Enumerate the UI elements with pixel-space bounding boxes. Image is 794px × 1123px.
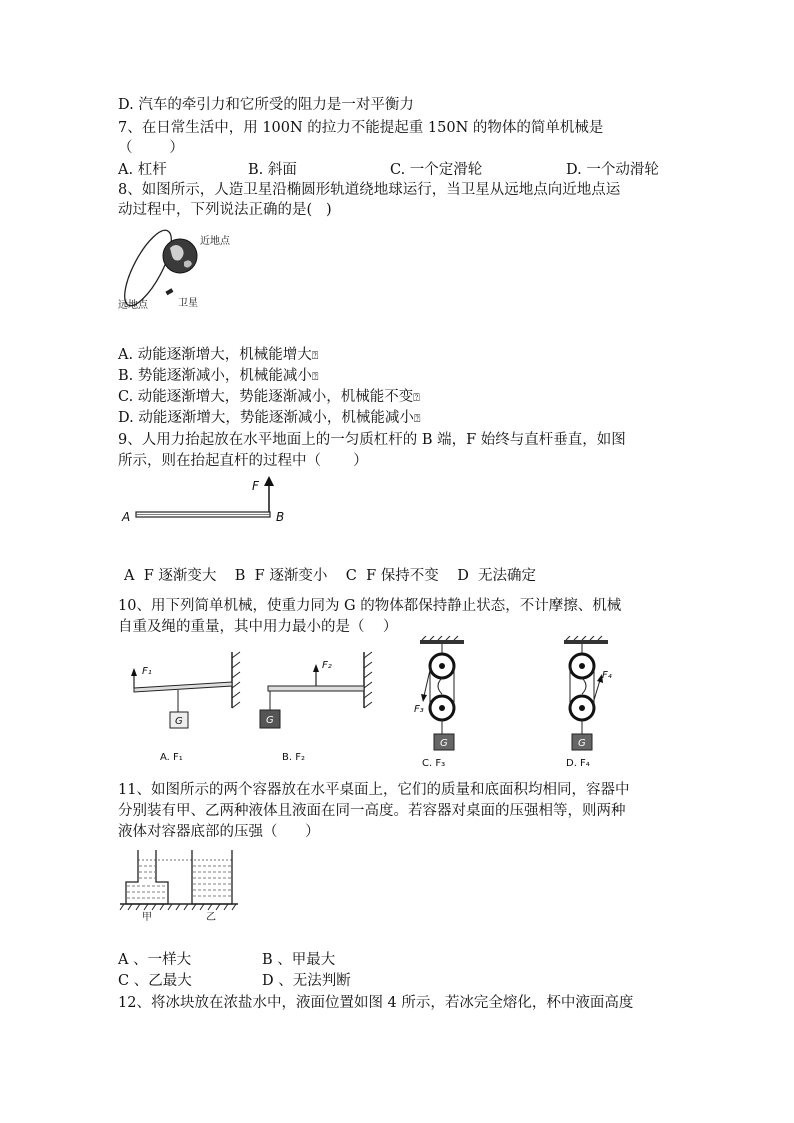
q7-option-a: A. 杠杆 [118,162,167,178]
lever-bar [268,686,364,691]
svg-text:G: G [266,715,274,726]
q9-lever-figure [118,476,298,528]
svg-text:G: G [578,738,586,749]
force-arrow-icon [131,668,137,676]
caption-c: C. F₃ [422,758,446,769]
svg-text:G: G [440,738,448,749]
q8-stem-line2: 动过程中，下列说法正确的是( ) [118,202,332,218]
q7-stem-line2: （ ） [118,140,184,156]
force-label-f2: F₂ [322,660,332,671]
satellite-icon [165,288,173,295]
q6-option-d: D. 汽车的牵引力和它所受的阻力是一对平衡力 [118,97,414,113]
q10-figure-a [128,652,246,768]
force-label-f4: F₄ [602,670,612,681]
q10-stem-line1: 10、用下列简单机械，使重力同为 G 的物体都保持静止状态，不计摩擦、机械 [118,598,622,614]
q9-stem-line2: 所示，则在抬起直杆的过程中（ ） [118,453,368,469]
q9-stem-line1: 9、人用力抬起放在水平地面上的一匀质杠杆的 B 端，F 始终与直杆垂直，如图 [118,432,626,448]
q11-option-a: A 、一样大 [118,952,192,968]
q11-stem-line2: 分别装有甲、乙两种液体且液面在同一高度。若容器对桌面的压强相等，则两种 [118,803,626,819]
perigee-label: 近地点 [200,236,230,247]
container-jia [126,850,168,904]
q12-stem-line1: 12、将冰块放在浓盐水中，液面位置如图 4 所示，若冰完全熔化，杯中液面高度 [118,995,634,1011]
lever-label-f: F [252,479,259,493]
caption-d: D. F₄ [566,758,590,769]
q11-containers-figure [120,848,244,922]
q11-stem-line3: 液体对容器底部的压强（ ） [118,824,320,840]
q10-stem-line2: 自重及绳的重量，其中用力最小的是（ ） [118,619,398,635]
force-arrow-icon [264,476,274,486]
q7-option-c: C. 一个定滑轮 [390,162,483,178]
apogee-label: 远地点 [118,300,148,311]
lever-label-b: B [276,510,285,524]
q7-options [118,160,678,180]
lever-bar [134,682,232,692]
q11-option-c: C 、乙最大 [118,973,192,989]
lever-label-a: A [122,510,131,524]
q7-stem-line1: 7、在日常生活中，用 100N 的拉力不能提起重 150N 的物体的简单机械是 [118,120,604,136]
caption-a: A. F₁ [160,752,183,763]
q8-option-c: C. 动能逐渐增大，势能逐渐减小，机械能不变⍰ [118,389,420,405]
svg-text:G: G [175,716,183,727]
q8-option-b: B. 势能逐渐减小，机械能减小⍰ [118,368,319,384]
q11-options-row2 [118,971,678,991]
force-label-f3: F₃ [414,704,424,715]
q10-figure-d [560,640,636,770]
q10-figure-b [260,652,378,768]
label-yi: 乙 [206,912,216,923]
q11-option-b: B 、甲最大 [262,952,336,968]
q11-option-d: D 、无法判断 [262,973,351,989]
force-arrow-icon [421,694,427,702]
satellite-label: 卫星 [178,298,198,309]
q10-figure-c [412,640,488,770]
q7-option-d: D. 一个动滑轮 [566,162,659,178]
label-jia: 甲 [142,912,152,923]
caption-b: B. F₂ [282,752,305,763]
force-arrow-icon [313,664,319,672]
q8-option-a: A. 动能逐渐增大，机械能增大⍰ [118,347,319,363]
q11-stem-line1: 11、如图所示的两个容器放在水平桌面上，它们的质量和底面积均相同，容器中 [118,782,630,798]
q8-orbit-figure [112,228,252,320]
q7-option-b: B. 斜面 [248,162,297,178]
q9-options: A F 逐渐变大 B F 逐渐变小 C F 保持不变 D 无法确定 [124,568,537,584]
q8-stem-line1: 8、如图所示，人造卫星沿椭圆形轨道绕地球运行，当卫星从远地点向近地点运 [118,182,621,198]
q11-options-row1 [118,950,678,970]
force-label-f1: F₁ [142,666,152,677]
q8-option-d: D. 动能逐渐增大，势能逐渐减小，机械能减小⍰ [118,410,421,426]
